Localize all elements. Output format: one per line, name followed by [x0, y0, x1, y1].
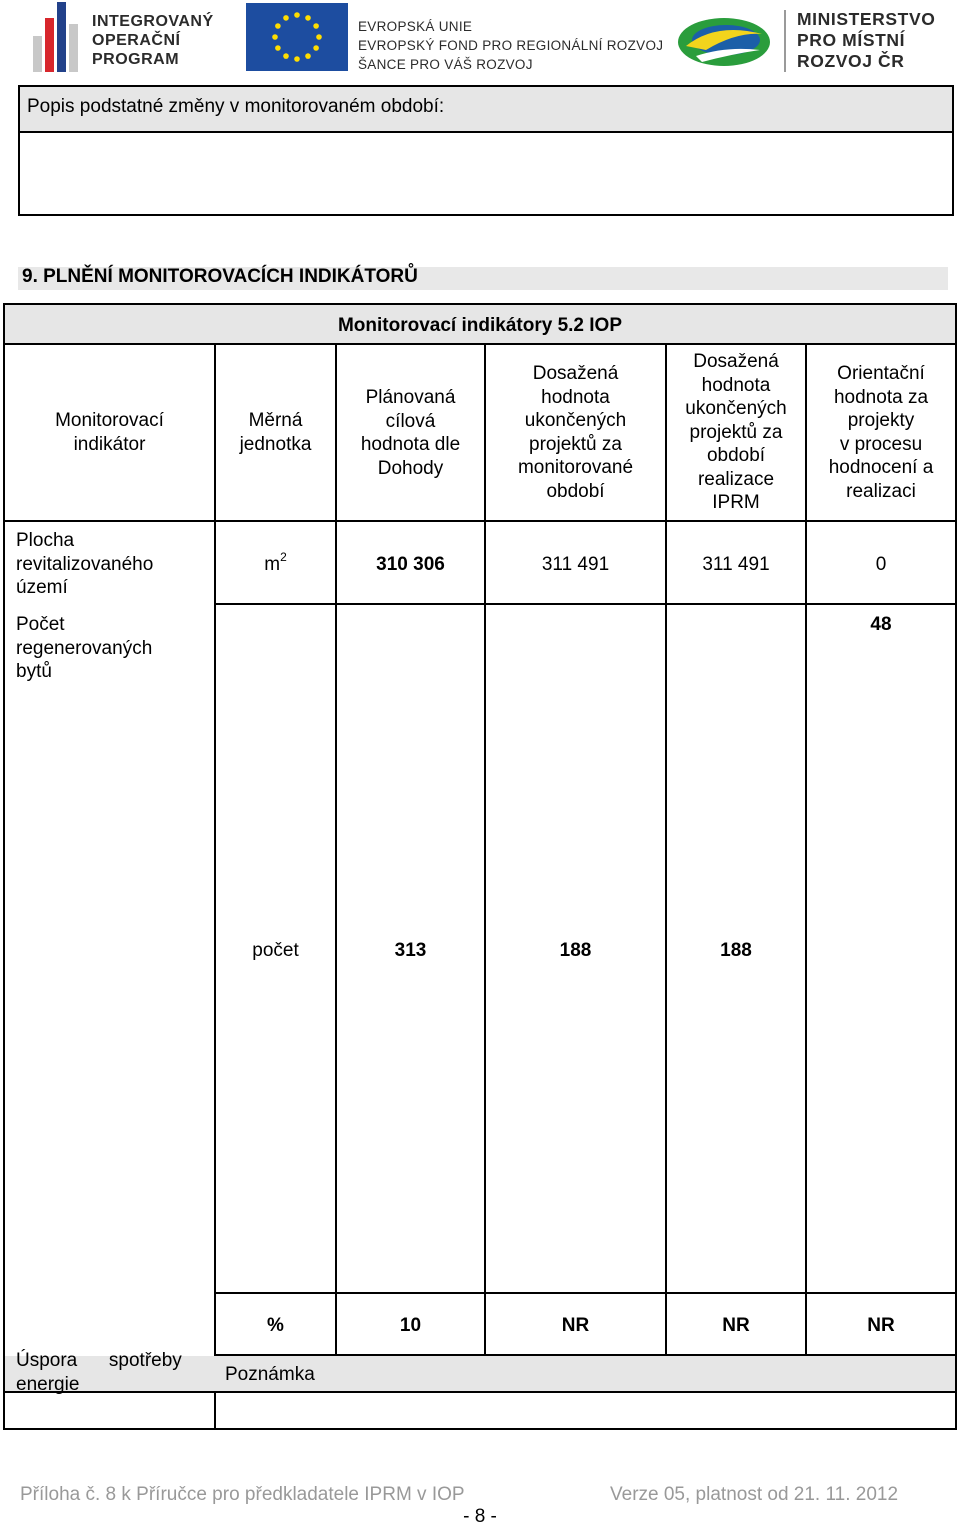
- mmr-line-3: ROZVOJ ČR: [797, 51, 905, 71]
- rule-group-header: [5, 343, 955, 345]
- indicator-table: [3, 303, 957, 1430]
- col-header-unit: Měrná jednotka: [239, 410, 312, 455]
- row-3-achieved-iprm: NR: [722, 1315, 750, 1336]
- footer-left: Příloha č. 8 k Příručce pro předkladatele IPRM v IOP: [20, 1484, 465, 1505]
- eu-star-icon: [272, 34, 278, 40]
- section-title: 9. PLNĚNÍ MONITOROVACÍCH INDIKÁTORŮ: [22, 266, 418, 287]
- rule-column-headers: [5, 520, 955, 522]
- mmr-line-1: MINISTERSTVO: [797, 9, 936, 29]
- eu-star-icon: [294, 56, 300, 62]
- col-header-indicator: Monitorovací indikátor: [55, 410, 164, 455]
- footer-right: Verze 05, platnost od 21. 11. 2012: [610, 1484, 899, 1505]
- eu-star-icon: [283, 15, 289, 21]
- rule-row-3: [214, 1354, 955, 1356]
- eu-star-icon: [294, 12, 300, 18]
- row-3-orientational: NR: [867, 1315, 895, 1336]
- col-header-achieved-period: Dosažená hodnota ukončených projektů za monitorované období: [517, 363, 634, 502]
- note-label: Poznámka: [225, 1364, 315, 1385]
- group-header-title: Monitorovací indikátory 5.2 IOP: [337, 315, 622, 336]
- change-description-header: [20, 87, 952, 133]
- row-1-achieved-period: 311 491: [541, 554, 610, 575]
- row-3-planned: 10: [399, 1315, 422, 1336]
- eu-star-icon: [275, 45, 281, 51]
- row-2-achieved-iprm: 188: [720, 940, 752, 961]
- eu-line-2: EVROPSKÝ FOND PRO REGIONÁLNÍ ROZVOJ: [358, 38, 664, 53]
- row-1-unit: $m^2$: [264, 550, 287, 575]
- change-description-label: Popis podstatné změny v monitorovaném období:: [27, 96, 445, 117]
- note-field[interactable]: [218, 1395, 952, 1427]
- col-rule-1-note: [214, 1391, 216, 1428]
- col-header-achieved-iprm: Dosažená hodnota ukončených projektů za období realizace IPRM: [685, 351, 787, 513]
- mmr-emblem-icon: [676, 12, 772, 70]
- eu-logo-text: [358, 17, 663, 74]
- eu-line-3: ŠANCE PRO VÁŠ ROZVOJ: [358, 57, 533, 72]
- eu-star-icon: [313, 45, 319, 51]
- iop-line-1: INTEGROVANÝ: [92, 13, 214, 30]
- col-header-orientational: Orientační hodnota za projekty v procesu hodnocení a realizaci: [828, 363, 934, 502]
- eu-star-icon: [283, 53, 289, 59]
- row-1-indicator: Plocha revitalizovaného území: [16, 530, 154, 598]
- iop-logo-bars: [33, 2, 85, 72]
- eu-flag-icon: [246, 3, 348, 71]
- row-3-indicator: Úspora spotřeby energie: [16, 1350, 182, 1395]
- change-description-field[interactable]: [28, 143, 928, 203]
- col-header-planned: Plánovaná cílová hodnota dle Dohody: [360, 387, 461, 479]
- row-1-achieved-iprm: 311 491: [702, 554, 770, 575]
- rule-row-1: [214, 603, 955, 605]
- eu-star-icon: [316, 34, 322, 40]
- row-3-unit: %: [267, 1315, 284, 1336]
- row-1-orientational: 0: [875, 554, 887, 575]
- eu-star-icon: [313, 23, 319, 29]
- row-2-unit: počet: [252, 940, 299, 961]
- row-3-achieved-period: NR: [561, 1315, 590, 1336]
- row-1-planned: 310 306: [376, 554, 445, 575]
- iop-line-3: PROGRAM: [92, 51, 180, 68]
- change-description-box: [18, 85, 954, 216]
- mmr-line-2: PRO MÍSTNÍ: [797, 30, 906, 50]
- row-2-indicator: Počet regenerovaných bytů: [16, 614, 153, 682]
- row-2-achieved-period: 188: [559, 940, 592, 961]
- row-2-planned: 313: [394, 940, 427, 961]
- iop-logo-text: [92, 12, 214, 69]
- page-number: - 8 -: [463, 1506, 497, 1527]
- rule-row-2: [214, 1292, 955, 1294]
- eu-line-1: EVROPSKÁ UNIE: [358, 19, 473, 34]
- eu-star-icon: [275, 23, 281, 29]
- col-rule-1: [214, 343, 216, 1355]
- col-rule-2: [335, 343, 337, 1355]
- eu-star-icon: [305, 53, 311, 59]
- eu-star-icon: [305, 15, 311, 21]
- mmr-logo-text: [797, 9, 935, 72]
- row-2-orientational: 48: [870, 614, 892, 635]
- mmr-separator: [784, 10, 786, 72]
- iop-line-2: OPERAČNÍ: [92, 32, 181, 49]
